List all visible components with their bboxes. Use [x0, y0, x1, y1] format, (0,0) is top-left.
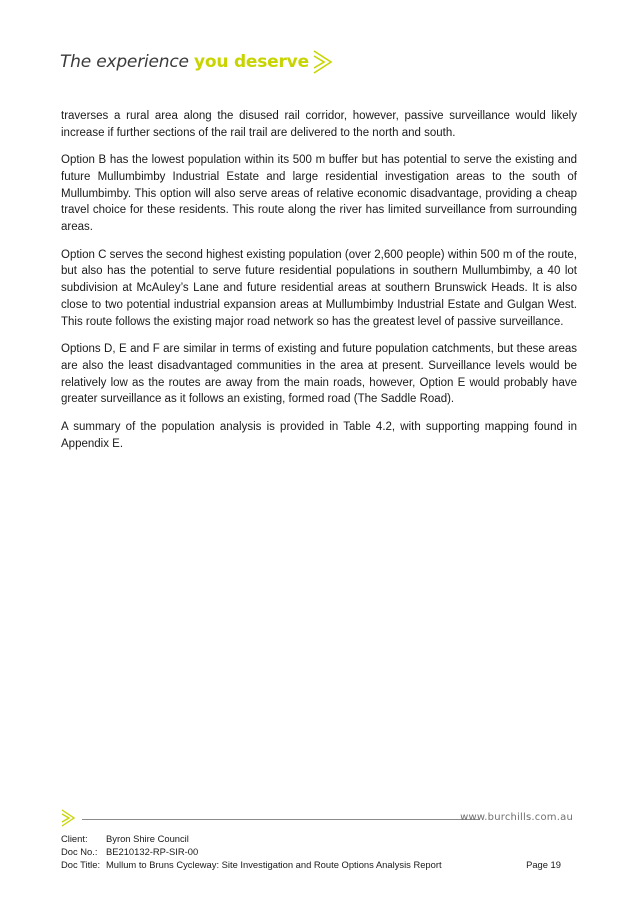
tagline [60, 52, 309, 72]
tagline-part2: you deserve [193, 52, 309, 72]
paragraph-5: A summary of the population analysis is provided in Table 4.2, with supporting mapping found in Appendix E. [61, 420, 577, 450]
footer-divider [82, 819, 479, 820]
client-row [61, 832, 561, 845]
client-value: Byron Shire Council [106, 833, 189, 844]
docno-value: BE210132-RP-SIR-00 [106, 846, 199, 857]
doctitle-value: Mullum to Bruns Cycleway: Site Investigation and Route Options Analysis Report [106, 859, 442, 870]
docno-row [61, 845, 561, 858]
page-number: Page 19 [526, 859, 561, 870]
paragraph-2: Option B has the lowest population within its 500 m buffer but has potential to serve the existing and future Mullumbimby Industrial Estate and large residential investigation areas to the south of Mullumbimby. This option will also serve areas of relative economic disadvantage, providing a cheap travel choice for these residents. This route along the river has limited surveillance from surrounding areas. [61, 154, 577, 234]
paragraph-4: Options D, E and F are similar in terms of existing and future population catchments, but these areas are also the least disadvantaged communities in the area at present. Surveillance levels would be relatively low as the routes are away from the main roads, however, Option E would probably have greater surveillance as it follows an existing, formed road (The Saddle Road). [61, 343, 577, 406]
chevron-logo-icon [312, 49, 334, 75]
footer-rule [60, 808, 577, 828]
client-label: Client: [61, 833, 88, 844]
body-text [61, 108, 577, 463]
header [60, 46, 334, 78]
document-metadata [61, 832, 561, 871]
tagline-part1: The experience [60, 52, 189, 72]
paragraph-3: Option C serves the second highest existing population (over 2,600 people) within 500 m of the route, but also has the potential to serve future residential populations in southern Mullumbimby, a 40 lot subdivision at McAuley’s Lane and future residential areas at southern Brunswick Heads. It is also close to two potential industrial expansion areas at Mullumbimby Industrial Estate and Gulgan West. This route follows the existing major road network so has the greatest level of passive surveillance. [61, 248, 577, 328]
docno-label: Doc No.: [61, 846, 98, 857]
footer-chevron-icon [60, 808, 76, 828]
doctitle-row [61, 858, 561, 871]
paragraph-1: traverses a rural area along the disused rail corridor, however, passive surveillance would likely increase if further sections of the rail trail are delivered to the north and south. [61, 110, 577, 139]
footer-url: www.burchills.com.au [460, 812, 573, 823]
doctitle-label: Doc Title: [61, 859, 101, 870]
